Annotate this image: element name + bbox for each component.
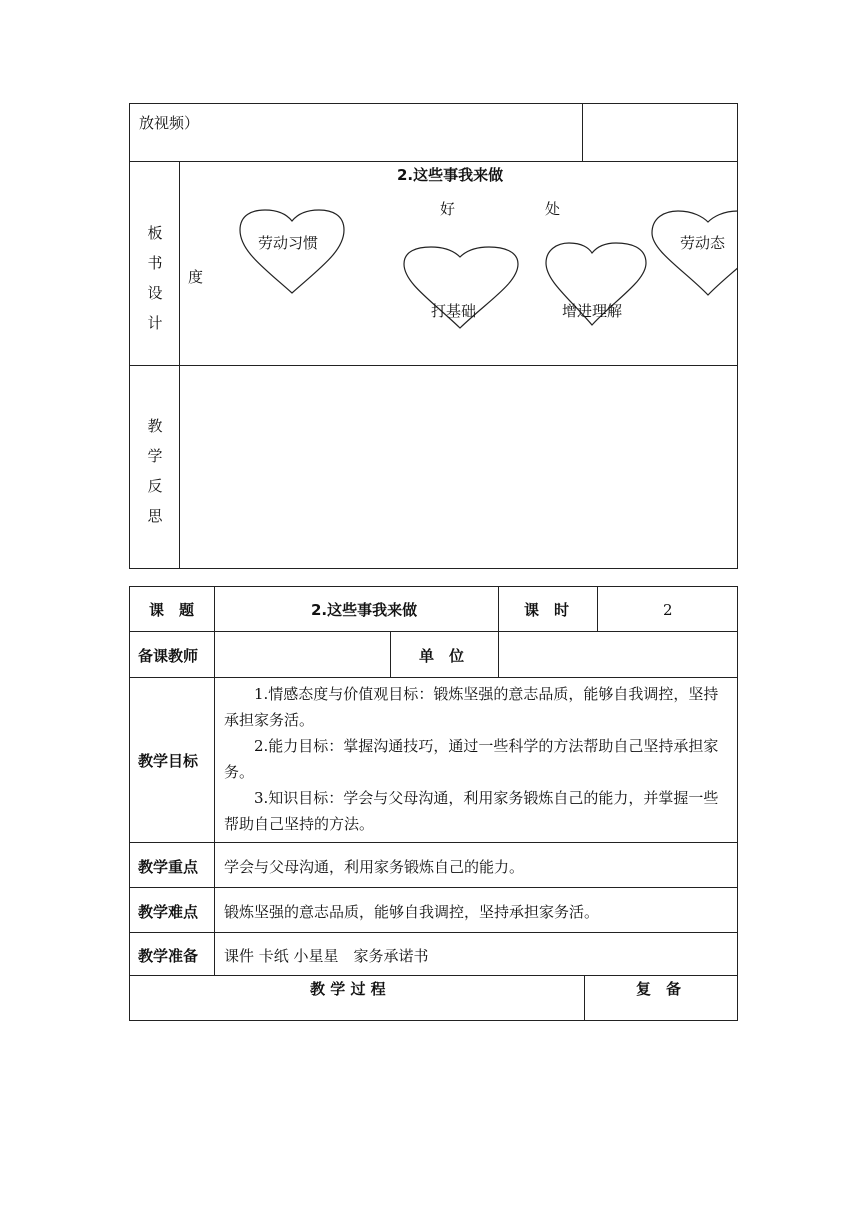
- period-label: 课 时: [524, 601, 570, 619]
- preparation-value: 课件 卡纸 小星星 家务承诺书: [224, 947, 429, 965]
- table-row-divider: [129, 842, 738, 843]
- heart-label-3: 增进理解: [562, 302, 623, 320]
- table-col-divider: [597, 586, 598, 632]
- difficulties-value: 锻炼坚强的意志品质，能够自我调控，坚持承担家务活。: [224, 903, 600, 921]
- key-points-label: 教学重点: [138, 858, 199, 876]
- objective-item: 1.情感态度与价值观目标：锻炼坚强的意志品质，能够自我调控，坚持承担家务活。: [224, 685, 719, 729]
- board-left-word: 度: [188, 268, 204, 286]
- heart-label-4: 劳动态: [680, 234, 726, 252]
- table-col-divider: [214, 586, 215, 976]
- board-design-label: 板书设计: [147, 224, 163, 332]
- table-border-top: [129, 586, 738, 587]
- board-word-good: 好: [440, 200, 456, 218]
- heart-label-1: 劳动习惯: [258, 234, 319, 252]
- difficulties-label: 教学难点: [138, 903, 199, 921]
- table-border-left: [129, 586, 130, 1021]
- table-border-top: [129, 103, 738, 104]
- table-col-divider: [582, 103, 583, 162]
- table-row-divider: [129, 677, 738, 678]
- heart-shape-4: [652, 211, 738, 295]
- key-points-value: 学会与父母沟通，利用家务锻炼自己的能力。: [224, 858, 525, 876]
- objectives-label: 教学目标: [138, 752, 199, 770]
- table-col-divider: [498, 586, 499, 632]
- table-col-divider: [498, 631, 499, 678]
- objective-item: 3.知识目标：学会与父母沟通，利用家务锻炼自己的能力，并掌握一些帮助自己坚持的方法。: [224, 789, 719, 833]
- unit-label: 单 位: [419, 647, 465, 665]
- table-border-bottom: [129, 568, 738, 569]
- table-row-divider: [129, 365, 738, 366]
- table-row-divider: [129, 932, 738, 933]
- continued-text: 放视频）: [139, 114, 200, 132]
- preparation-label: 教学准备: [138, 947, 199, 965]
- table-col-divider: [390, 631, 391, 678]
- table-row-divider: [129, 631, 738, 632]
- heart-diagram: [180, 163, 738, 363]
- objective-item: 2.能力目标：掌握沟通技巧，通过一些科学的方法帮助自己坚持承担家务。: [224, 737, 719, 781]
- reflection-label: 教学反思: [147, 417, 163, 525]
- process-header: 教 学 过 程: [310, 980, 386, 998]
- table-row-divider: [129, 161, 738, 162]
- objectives-list: [224, 681, 732, 837]
- board-title: 2.这些事我来做: [397, 166, 504, 184]
- period-value: 2: [663, 601, 673, 619]
- board-word-place: 处: [545, 200, 561, 218]
- review-header: 复 备: [636, 980, 682, 998]
- table-row-divider: [129, 887, 738, 888]
- teacher-label: 备课教师: [138, 647, 199, 665]
- table-col-divider: [584, 975, 585, 1021]
- table-border-left: [129, 103, 130, 569]
- heart-label-2: 打基础: [431, 302, 477, 320]
- topic-value: 2.这些事我来做: [311, 601, 418, 619]
- topic-label: 课 题: [149, 601, 195, 619]
- table-border-right: [737, 586, 738, 1021]
- table-border-bottom: [129, 1020, 738, 1021]
- table-row-divider: [129, 975, 738, 976]
